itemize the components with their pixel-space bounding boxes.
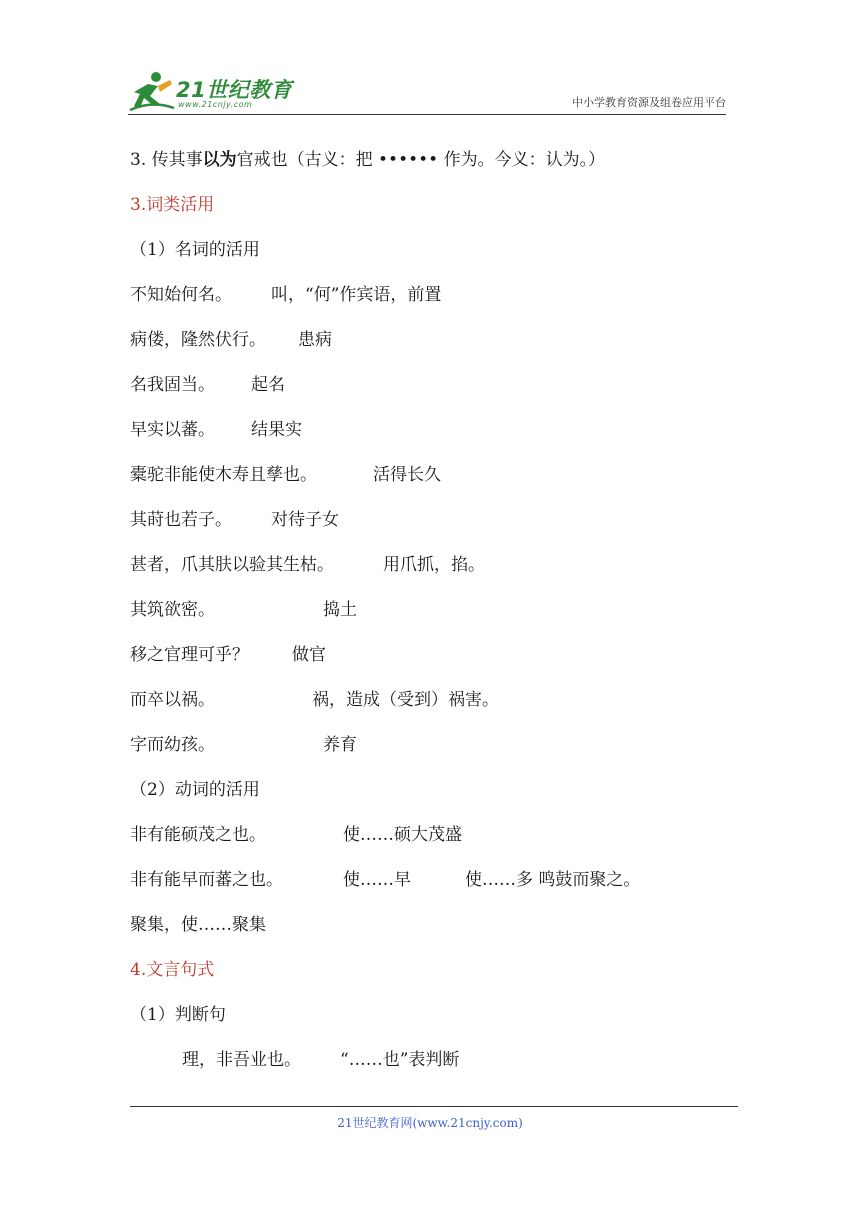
- example-sentence: 其莳也若子。: [130, 510, 232, 530]
- example-explanation: 对待子女: [271, 510, 339, 530]
- example-line: [130, 813, 740, 858]
- line-text: 3. 传其事: [130, 150, 203, 170]
- text-line: 聚集，使……聚集: [130, 915, 266, 935]
- example-line: [130, 453, 740, 498]
- example-explanation: 活得长久: [373, 465, 441, 485]
- example-line: [130, 633, 740, 678]
- example-line: [130, 543, 740, 588]
- example-sentence: 甚者，爪其肤以验其生枯。: [130, 555, 334, 575]
- example-explanation: 养育: [323, 735, 357, 755]
- logo-url: www.21cnjy.com: [178, 100, 253, 109]
- example-explanation: 用爪抓，掐。: [383, 555, 485, 575]
- example-explanation: 做官: [292, 645, 326, 665]
- example-line: [130, 588, 740, 633]
- example-line: [130, 858, 740, 903]
- footer-link[interactable]: 21世纪教育网(www.21cnjy.com): [337, 1116, 523, 1130]
- example-sentence: 而卒以祸。: [130, 690, 215, 710]
- example-explanation: 患病: [298, 330, 332, 350]
- example-line: [130, 318, 740, 363]
- document-body: [130, 138, 740, 1083]
- example-sentence: 字而幼孩。: [130, 735, 215, 755]
- header-divider: [128, 114, 726, 115]
- example-line: [130, 498, 740, 543]
- example-sentence: 早实以蕃。: [130, 420, 215, 440]
- footer-divider: [130, 1106, 738, 1107]
- example-sentence: 病偻，隆然伏行。: [130, 330, 266, 350]
- example-sentence: 其筑欲密。: [130, 600, 215, 620]
- example-sentence: 移之官理可乎？: [130, 645, 249, 665]
- example-line: [130, 723, 740, 768]
- subsection-heading: （1）名词的活用: [130, 240, 260, 260]
- site-logo[interactable]: [128, 70, 298, 114]
- example-explanation: 捣土: [323, 600, 357, 620]
- example-explanation: 使……硕大茂盛: [343, 825, 462, 845]
- example-line: [130, 363, 740, 408]
- example-line: [130, 1038, 740, 1083]
- subsection-heading: （1）判断句: [130, 1005, 226, 1025]
- subsection-heading: （2）动词的活用: [130, 780, 260, 800]
- example-sentence: 非有能早而蕃之也。: [130, 870, 283, 890]
- example-explanation: 叫，“何”作宾语，前置: [271, 285, 442, 305]
- example-sentence: 非有能硕茂之也。: [130, 825, 266, 845]
- example-sentence: 橐驼非能使木寿且孳也。: [130, 465, 317, 485]
- runner-logo-icon: [128, 70, 176, 114]
- example-explanation: “……也”表判断: [340, 1050, 460, 1070]
- example-explanation-extra: 使……多 鸣鼓而聚之。: [465, 870, 641, 890]
- section-heading: 3.词类活用: [130, 195, 215, 215]
- example-sentence: 不知始何名。: [130, 285, 232, 305]
- example-sentence: 理，非吾业也。: [182, 1050, 301, 1070]
- bold-term: 以为: [202, 150, 237, 170]
- example-explanation: 起名: [251, 375, 285, 395]
- section-heading: 4.文言句式: [130, 960, 215, 980]
- logo-text: 21世纪教育: [176, 78, 293, 102]
- example-line: [130, 678, 740, 723]
- example-line: [130, 408, 740, 453]
- page-header: [128, 64, 726, 116]
- header-platform-text: 中小学教育资源及组卷应用平台: [572, 96, 726, 109]
- line-text: 官戒也（古义：把 •••••• 作为。今义：认为。）: [236, 150, 606, 170]
- example-sentence: 名我固当。: [130, 375, 215, 395]
- example-explanation: 祸，造成（受到）祸害。: [312, 690, 499, 710]
- text-line: [130, 138, 740, 183]
- example-line: [130, 273, 740, 318]
- example-explanation: 使……早: [343, 870, 411, 890]
- example-explanation: 结果实: [251, 420, 302, 440]
